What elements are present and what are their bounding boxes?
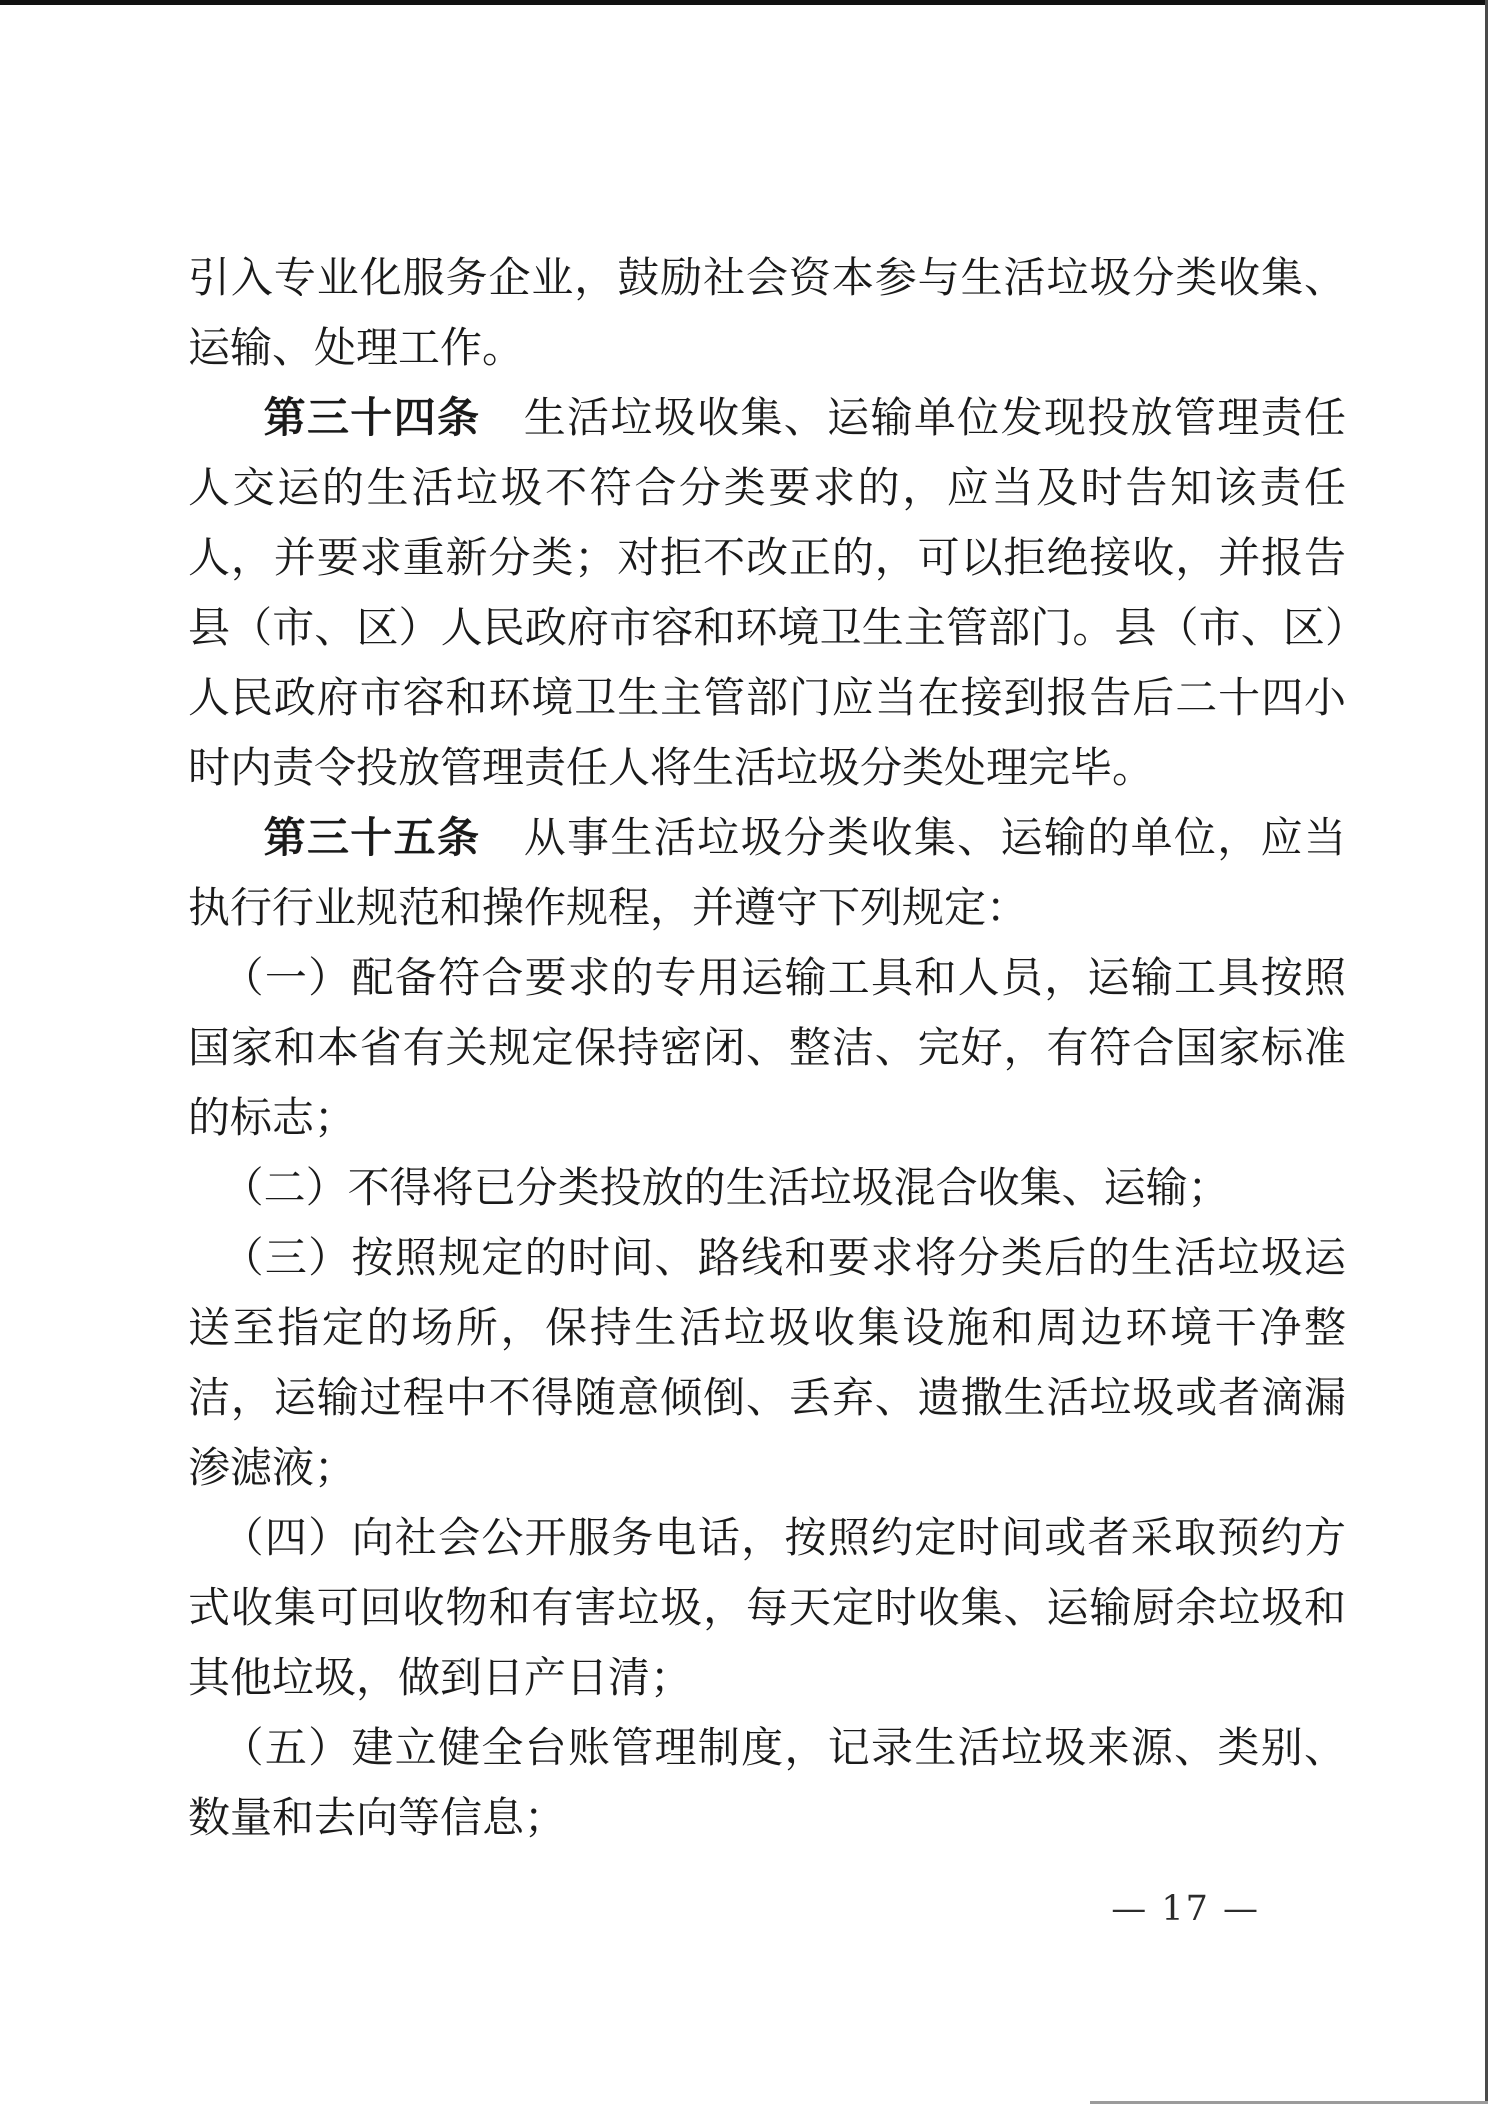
paragraph-text: 从事生活垃圾分类收集、运输的单位，应当执行行业规范和操作规程，并遵守下列规定：: [188, 813, 1346, 932]
paragraph: [188, 1503, 1346, 1713]
paragraph: [188, 1713, 1346, 1853]
article-number: 第三十五条: [263, 813, 481, 862]
paragraph-text: （二）不得将已分类投放的生活垃圾混合收集、运输；: [221, 1163, 1230, 1212]
paragraph-text: （一）配备符合要求的专用运输工具和人员，运输工具按照国家和本省有关规定保持密闭、整洁、完好，有符合国家标准的标志；: [188, 953, 1346, 1142]
paragraph: [188, 943, 1346, 1153]
paragraph-text: （四）向社会公开服务电话，按照约定时间或者采取预约方式收集可回收物和有害垃圾，每天定时收集、运输厨余垃圾和其他垃圾，做到日产日清；: [188, 1513, 1346, 1702]
paragraph-text: （五）建立健全台账管理制度，记录生活垃圾来源、类别、数量和去向等信息；: [188, 1723, 1346, 1842]
paragraph: [188, 1153, 1346, 1223]
paragraph-text: 生活垃圾收集、运输单位发现投放管理责任人交运的生活垃圾不符合分类要求的，应当及时告知该责任人，并要求重新分类；对拒不改正的，可以拒绝接收，并报告县（市、区）人民政府市容和环境卫生主管部门。县（市、区）人民政府市容和环境卫生主管部门应当在接到报告后二十四小时内责令投放管理责任人将生活垃圾分类处理完毕。: [188, 393, 1346, 792]
paragraph-text: 引入专业化服务企业，鼓励社会资本参与生活垃圾分类收集、运输、处理工作。: [188, 253, 1346, 372]
paragraph: [188, 243, 1346, 383]
top-border-bar: [0, 0, 1488, 5]
paragraph: [188, 1223, 1346, 1503]
article-number: 第三十四条: [263, 393, 481, 442]
page-number: — 17 —: [1111, 1889, 1260, 1929]
paragraph-text: （三）按照规定的时间、路线和要求将分类后的生活垃圾运送至指定的场所，保持生活垃圾收集设施和周边环境干净整洁，运输过程中不得随意倾倒、丢弃、遗撒生活垃圾或者滴漏渗滤液；: [188, 1233, 1346, 1492]
paragraph: [188, 803, 1346, 943]
document-body: [188, 243, 1346, 1853]
paragraph: [188, 383, 1346, 803]
